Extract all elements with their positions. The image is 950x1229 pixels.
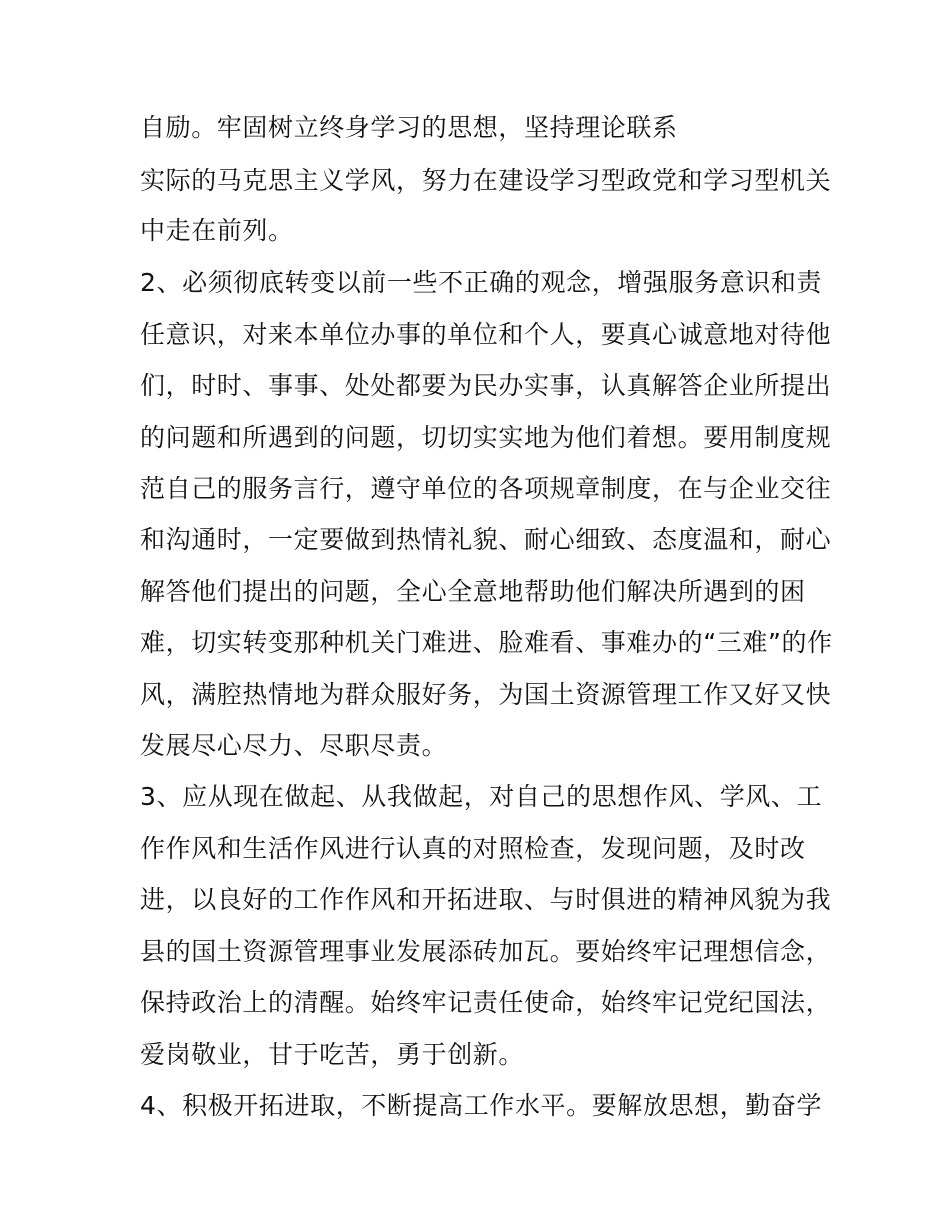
text-line: 作作风和生活作风进行认真的对照检查，发现问题，及时改 xyxy=(140,834,806,863)
text-line: 爱岗敬业，甘于吃苦，勇于创新。 xyxy=(140,1040,525,1069)
text-line: 风，满腔热情地为群众服好务，为国土资源管理工作又好又快 xyxy=(140,680,832,709)
text-line: 中走在前列。 xyxy=(140,216,294,245)
paragraph-3-start: 3、应从现在做起、从我做起，对自己的思想作风、学风、工 xyxy=(140,782,823,811)
paragraph-2-start: 2、必须彻底转变以前一些不正确的观念，增强服务意识和责 xyxy=(140,268,823,297)
text-line: 进，以良好的工作作风和开拓进取、与时俱进的精神风貌为我 xyxy=(140,885,832,914)
text-line: 和沟通时，一定要做到热情礼貌、耐心细致、态度温和，耐心 xyxy=(140,525,832,554)
text-line: 们，时时、事事、处处都要为民办实事，认真解答企业所提出 xyxy=(140,371,832,400)
text-line: 解答他们提出的问题，全心全意地帮助他们解决所遇到的困 xyxy=(140,577,806,606)
text-line: 保持政治上的清醒。始终牢记责任使命，始终牢记党纪国法， xyxy=(140,988,832,1017)
text-line: 范自己的服务言行，遵守单位的各项规章制度，在与企业交往 xyxy=(140,474,832,503)
text-line: 任意识，对来本单位办事的单位和个人，要真心诚意地对待他 xyxy=(140,320,832,349)
paragraph-4-start: 4、积极开拓进取，不断提高工作水平。要解放思想，勤奋学 xyxy=(140,1091,823,1120)
text-line: 难，切实转变那种机关门难进、脸难看、事难办的“三难”的作 xyxy=(140,628,833,657)
text-line: 县的国土资源管理事业发展添砖加瓦。要始终牢记理想信念， xyxy=(140,937,832,966)
text-line: 的问题和所遇到的问题，切切实实地为他们着想。要用制度规 xyxy=(140,423,832,452)
text-line: 自励。牢固树立终身学习的思想，坚持理论联系 xyxy=(140,113,678,142)
text-line: 实际的马克思主义学风，努力在建设学习型政党和学习型机关 xyxy=(140,166,832,195)
text-line: 发展尽心尽力、尽职尽责。 xyxy=(140,731,448,760)
